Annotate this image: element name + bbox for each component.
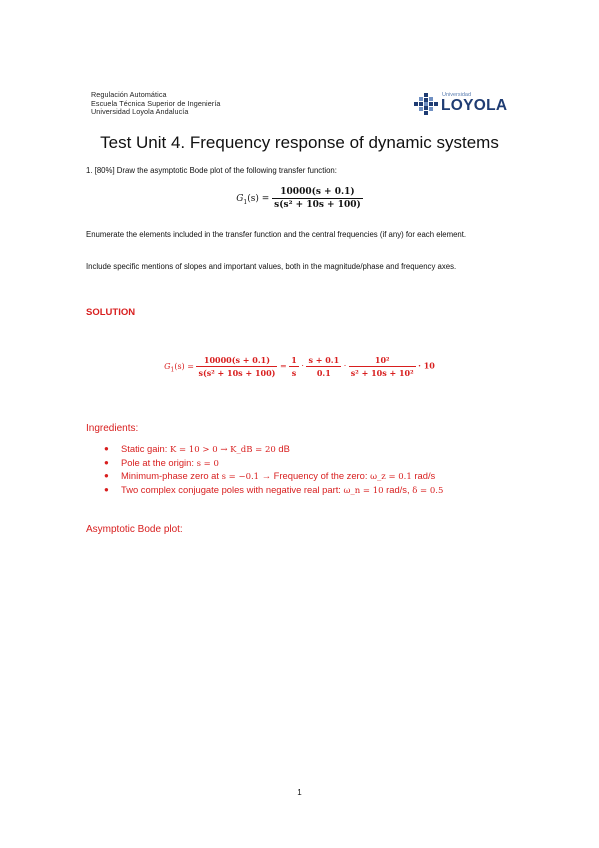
eq1-denominator: s(s² + 10s + 100) [274,200,361,210]
list-item: ● Minimum-phase zero at s = −0.1 → Frequency of the zero: ω_z = 0.1 rad/s [104,470,436,483]
page-title: Test Unit 4. Frequency response of dynamic systems [100,133,499,152]
bullet-icon: ● [104,444,109,453]
page-number: 1 [297,788,302,797]
instruction-paragraph-2: Include specific mentions of slopes and important values, both in the magnitude/phase and frequency axes. [86,262,457,271]
solution-heading: SOLUTION [86,307,136,318]
ingredients-list [104,443,443,497]
eq2-fraction-full: $\frac{10000(s + 0.1)}{\text{s(s² + 10s + 100)}}$ [198,355,276,378]
logo-wordmark: LOYOLA [441,97,508,114]
logo-small-text: Universidad [442,92,472,98]
asymptotic-bode-heading: Asymptotic Bode plot: [86,524,183,535]
bullet-icon: ● [104,457,109,467]
eq2-fraction-poles: $\frac{\text{10²}}{\text{s² + 10s + 10²}}$ [350,355,414,378]
question-text: 1. [80%] Draw the asymptotic Bode plot of the following transfer function: [86,166,337,175]
header-line-course: Regulación Automática [91,90,167,99]
list-item: ● Pole at the origin: s = 0 [104,456,219,469]
eq2-lhs: $G_1(s)$ = [164,361,194,374]
bullet-icon: ● [104,484,109,494]
header-line-university: Universidad Loyola Andalucía [91,107,189,117]
transfer-function-equation [0,187,599,210]
eq2-fraction-zero: $\frac{s + 0.1}{0.1}$ [308,355,340,378]
document-header [91,91,221,117]
decomposed-transfer-function: $G_1(s)$ = $\frac{10000(s + 0.1)}{\text{s(s² + 10s + 100)}}$ = $\frac{1}{s}$ · $\frac{s + 0.1}{0.1}$ · $\frac{\text{10²}}{\text{s² + 10s + 10²}}$ · 10 [164,355,435,378]
eq1-lhs: $G_1(s)$ = [236,194,270,206]
eq1-fraction [272,187,363,210]
list-item: ● Static gain: K = 10 > 0 → K_dB = 20 dB [104,443,290,455]
eq2-fraction-integrator: $\frac{1}{s}$ [291,355,297,378]
eq2-gain: · 10 [418,360,435,371]
instruction-paragraph-1: Enumerate the elements included in the transfer function and the central frequencies (if any) for each element. [86,230,467,239]
eq1-numerator: 10000(s + 0.1) [272,187,363,199]
loyola-emblem-icon [414,92,438,116]
list-item: ● Two complex conjugate poles with negative real part: ω_n = 10 rad/s, δ = 0.5 [104,483,444,496]
university-logo [414,92,510,120]
header-line-school: Escuela Técnica Superior de Ingeniería [91,98,221,108]
ingredients-heading: Ingredients: [86,423,139,434]
bullet-icon: ● [104,471,109,481]
